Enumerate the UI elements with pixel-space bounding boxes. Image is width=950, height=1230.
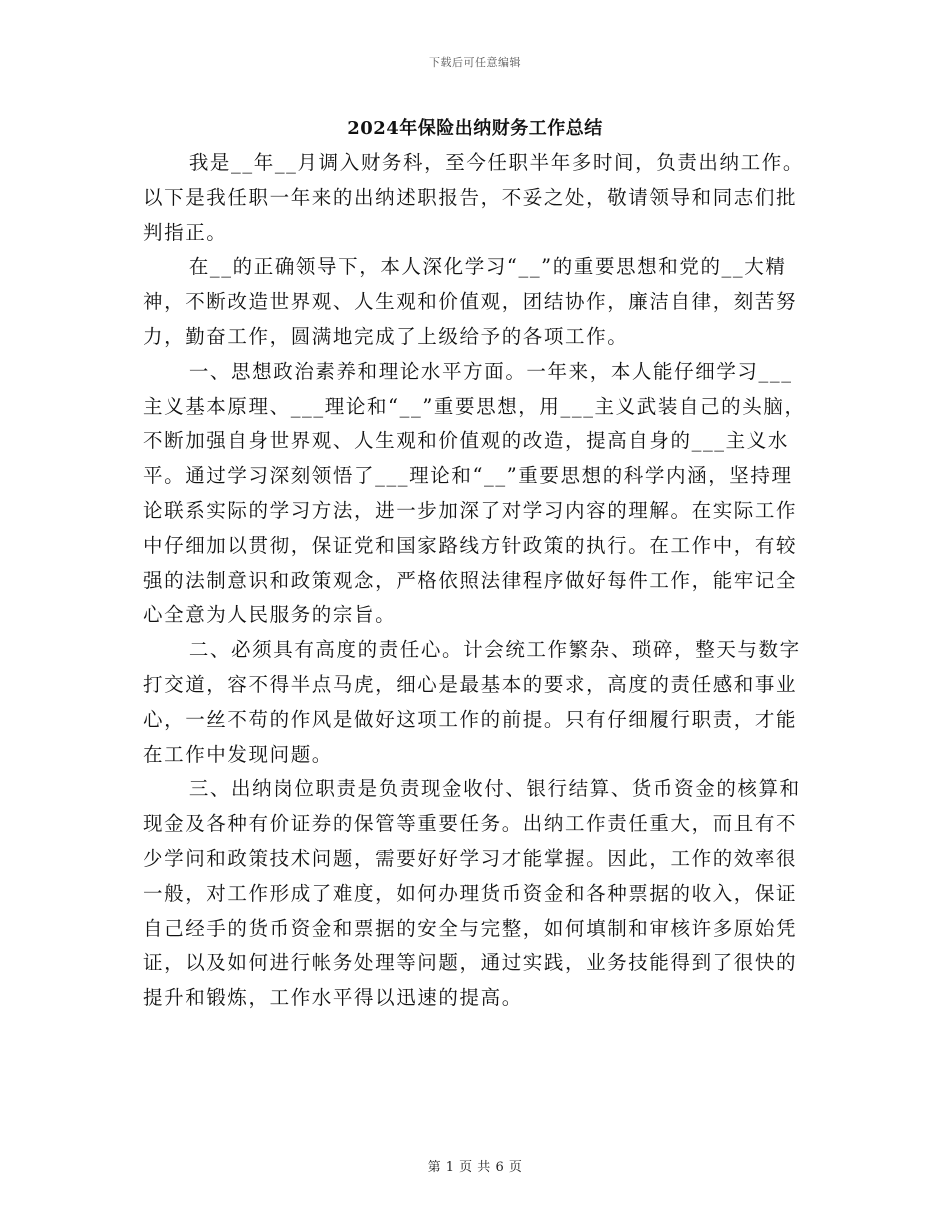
page-number: 第 1 页 共 6 页 [427, 1160, 523, 1175]
paragraph-section-3: 三、出纳岗位职责是负责现金收付、银行结算、货币资金的核算和现金及各种有价证券的保管等重要任务。出纳工作责任重大，而且有不少学问和政策技术问题，需要好好学习才能掌握。因此，工作的效率很一般，对工作形成了难度，如何办理货币资金和各种票据的收入，保证自己经手的货币资金和票据的安全与完整，如何填制和审核许多原始凭证，以及如何进行帐务处理等问题，通过实践，业务技能得到了很快的提升和锻炼，工作水平得以迅速的提高。 [143, 777, 801, 1010]
paragraph-section-2: 二、必须具有高度的责任心。计会统工作繁杂、琐碎，整天与数字打交道，容不得半点马虎，细心是最基本的要求，高度的责任感和事业心，一丝不苟的作风是做好这项工作的前提。只有仔细履行职责，才能在工作中发现问题。 [143, 638, 801, 766]
page-header-note: 下载后可任意编辑 [429, 56, 521, 69]
paragraph-leadership: 在__的正确领导下，本人深化学习“__”的重要思想和党的__大精神，不断改造世界观、人生观和价值观，团结协作，廉洁自律，刻苦努力，勤奋工作，圆满地完成了上级给予的各项工作。 [143, 255, 798, 348]
document-title: 2024年保险出纳财务工作总结 [347, 118, 603, 139]
paragraph-intro: 我是__年__月调入财务科，至今任职半年多时间，负责出纳工作。以下是我任职一年来的出纳述职报告，不妥之处，敬请领导和同志们批判指正。 [143, 151, 804, 244]
paragraph-section-1: 一、思想政治素养和理论水平方面。一年来，本人能仔细学习___主义基本原理、___理论和“__”重要思想，用___主义武装自己的头脑，不断加强自身世界观、人生观和价值观的改造，提高自身的___主义水平。通过学习深刻领悟了___理论和“__”重要思想的科学内涵，坚持理论联系实际的学习方法，进一步加深了对学习内容的理解。在实际工作中仔细加以贯彻，保证党和国家路线方针政策的执行。在工作中，有较强的法制意识和政策观念，严格依照法律程序做好每件工作，能牢记全心全意为人民服务的宗旨。 [143, 359, 806, 627]
document-body [143, 146, 807, 1016]
